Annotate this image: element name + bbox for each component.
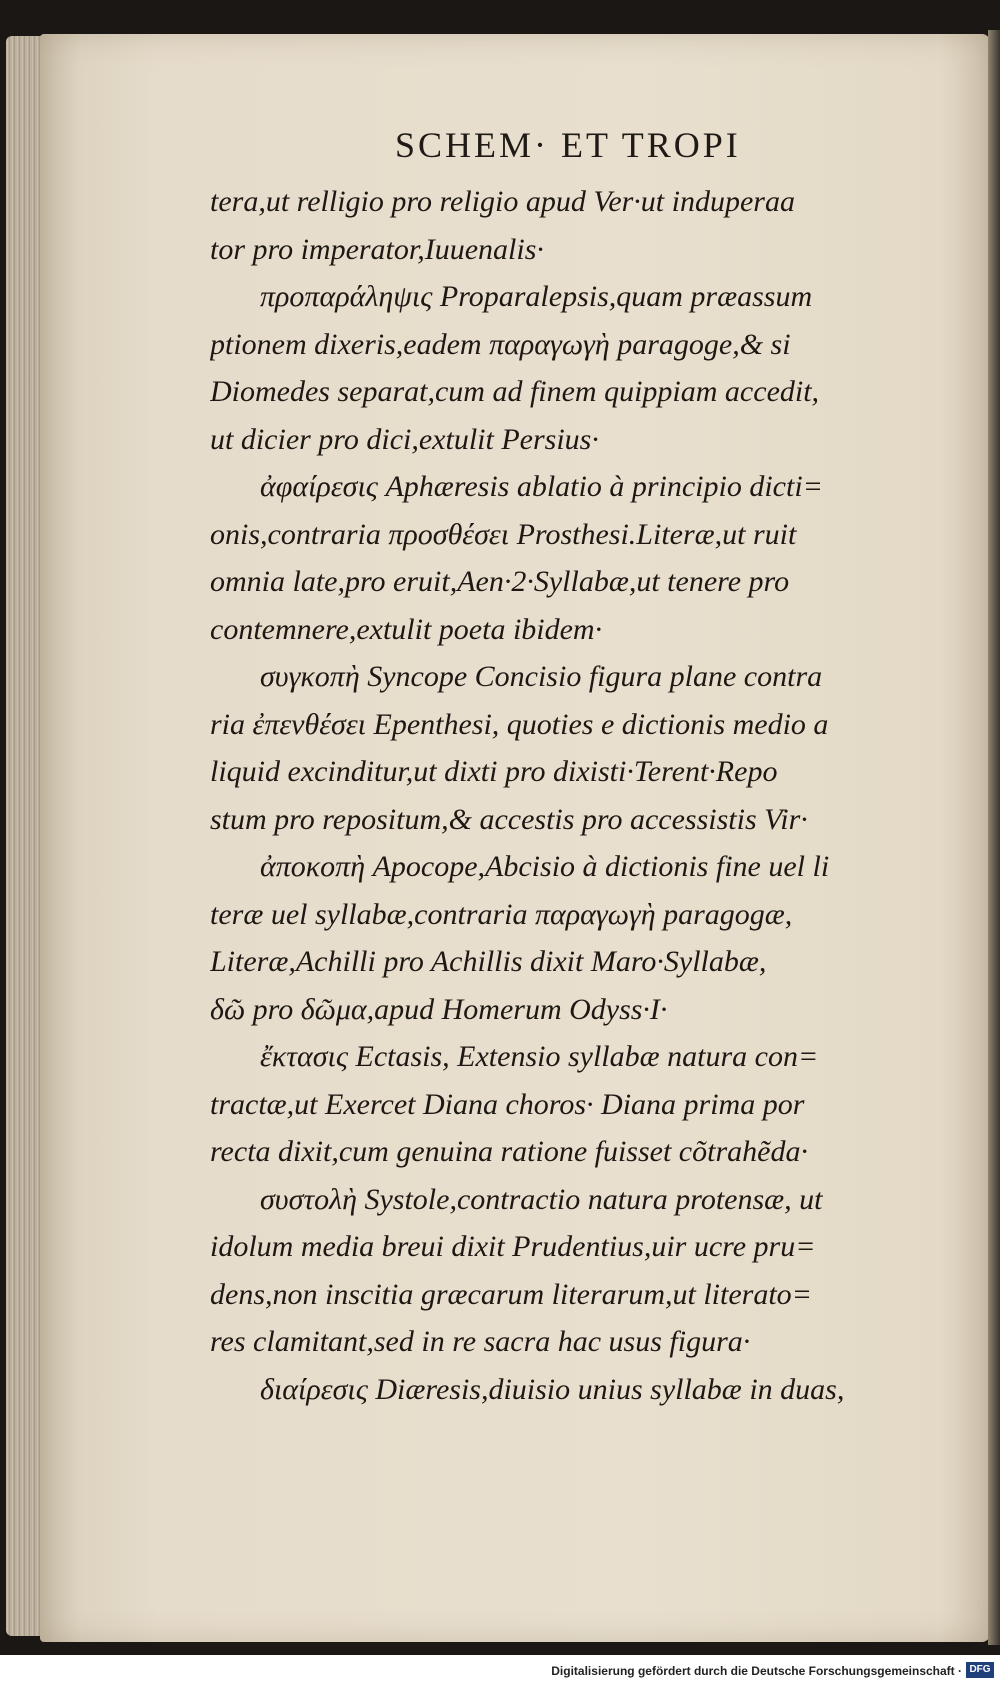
text-line: onis,contraria προσθέσει Prosthesi.Literæ,ut ruit	[210, 517, 797, 551]
text-line: ἔκτασις Ectasis, Extensio syllabæ natura con=	[260, 1040, 819, 1073]
dfg-logo: DFG	[966, 1662, 994, 1678]
text-line: idolum media breui dixit Prudentius,uir ucre pru=	[210, 1230, 816, 1263]
text-line: ἀποκοπὴ Apocope,Abcisio à dictionis fine uel li	[260, 850, 830, 883]
text-line: Diomedes separat,cum ad finem quippiam accedit,	[210, 375, 820, 408]
text-line: teræ uel syllabæ,contraria παραγωγὴ paragogæ,	[210, 897, 793, 931]
text-line: Literæ,Achilli pro Achillis dixit Maro·Syllabæ,	[210, 945, 767, 978]
text-line: tera,ut relligio pro religio apud Ver·ut induperaa	[210, 185, 795, 218]
text-line: dens,non inscitia græcarum literarum,ut literato=	[210, 1277, 812, 1311]
text-line: ἀφαίρεσις Aphæresis ablatio à principio dicti=	[260, 470, 823, 503]
funding-credit: Digitalisierung gefördert durch die Deutsche Forschungsgemeinschaft ·	[551, 1664, 962, 1678]
footer-bar	[0, 1658, 1000, 1690]
text-line: stum pro repositum,& accestis pro accessistis Vir·	[210, 802, 808, 836]
text-line: ptionem dixeris,eadem παραγωγὴ paragoge,& si	[210, 327, 791, 361]
text-line: δῶ pro δῶμα,apud Homerum Odyss·I·	[210, 992, 668, 1026]
text-line: διαίρεσις Diæresis,diuisio unius syllabæ in duas,	[260, 1372, 845, 1406]
text-line: tor pro imperator,Iuuenalis·	[210, 232, 544, 266]
text-line: προπαράληψις Proparalepsis,quam præassum	[260, 280, 813, 313]
text-line: συστολὴ Systole,contractio natura protensæ, ut	[260, 1182, 823, 1216]
text-line: contemnere,extulit poeta ibidem·	[210, 612, 603, 646]
text-line: omnia late,pro eruit,Aen·2·Syllabæ,ut tenere pro	[210, 565, 790, 598]
text-line: συγκοπὴ Syncope Concisio figura plane contra	[260, 660, 823, 693]
binding-edge	[988, 30, 1000, 1645]
page-edges	[6, 36, 44, 1636]
text-line: ria ἐπενθέσει Epenthesi, quoties e dictionis medio a	[210, 707, 829, 741]
text-line: res clamitant,sed in re sacra hac usus figura·	[210, 1325, 751, 1358]
running-head: SCHEM· ET TROPI	[395, 125, 741, 165]
text-line: tractæ,ut Exercet Diana choros· Diana prima por	[210, 1087, 805, 1121]
page-text	[210, 178, 970, 1413]
text-line: ut dicier pro dici,extulit Persius·	[210, 422, 599, 456]
text-line: recta dixit,cum genuina ratione fuisset cõtrahẽda·	[210, 1135, 808, 1168]
text-line: liquid excinditur,ut dixti pro dixisti·Terent·Repo	[210, 755, 778, 788]
